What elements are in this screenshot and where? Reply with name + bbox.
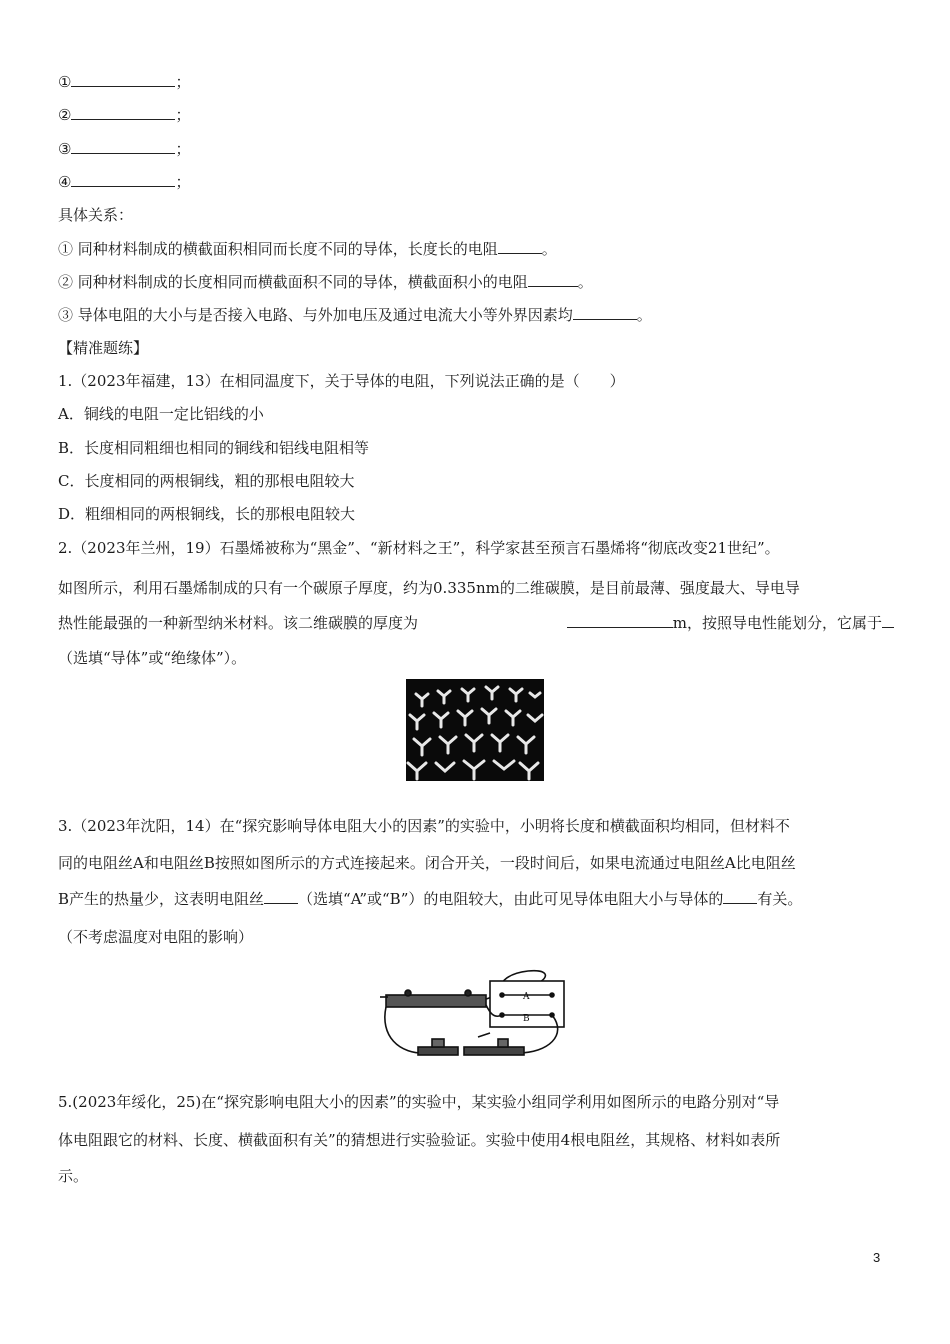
answer-blank[interactable] (498, 239, 542, 254)
graphene-image (406, 679, 544, 781)
q1-stem: 1.（2023年福建，13）在相同温度下，关于导体的电阻，下列说法正确的是（ ） (58, 372, 625, 390)
answer-blank[interactable] (723, 889, 757, 904)
blank-line-1: ① ； (58, 73, 191, 91)
answer-blank[interactable] (71, 105, 175, 120)
answer-blank[interactable] (264, 889, 298, 904)
q5-line-2: 体电阻跟它的材料、长度、横截面积有关”的猜想进行实验验证。实验中使用4根电阻丝，其规格、材料如表所 (58, 1131, 781, 1149)
relations-heading: 具体关系： (58, 206, 134, 224)
relation-1: ① 同种材料制成的横截面积相同而长度不同的导体，长度长的电阻 。 (58, 240, 557, 258)
q3-line-3: B产生的热量少，这表明电阻丝 （选填“A”或“B”）的电阻较大，由此可见导体电阻大小与导体的 有关。 (58, 890, 803, 908)
resistor-b-label: B (523, 1014, 530, 1024)
q3-line-1: 3.（2023年沈阳，14）在“探究影响导体电阻大小的因素”的实验中，小明将长度和横截面积均相同，但材料不 (58, 817, 790, 835)
q1-option-a[interactable]: A．铜线的电阻一定比铝线的小 (58, 405, 264, 423)
blank-line-4: ④ ； (58, 173, 191, 191)
relation-2: ② 同种材料制成的长度相同而横截面积不同的导体，横截面积小的电阻 。 (58, 273, 593, 291)
circuit-diagram (378, 965, 578, 1065)
answer-blank[interactable] (71, 172, 175, 187)
q2-line-2: 如图所示，利用石墨烯制成的只有一个碳原子厚度，约为0.335nm的二维碳膜，是目前最薄、强度最大、导电导 (58, 579, 800, 597)
q1-option-c[interactable]: C．长度相同的两根铜线，粗的那根电阻较大 (58, 472, 355, 490)
page-number: 3 (873, 1250, 881, 1265)
answer-blank[interactable] (882, 613, 894, 628)
blank-line-3: ③ ； (58, 140, 191, 158)
relation-3: ③ 导体电阻的大小与是否接入电路、与外加电压及通过电流大小等外界因素均 。 (58, 306, 652, 324)
q1-option-d[interactable]: D．粗细相同的两根铜线，长的那根电阻较大 (58, 505, 356, 523)
answer-blank[interactable] (528, 272, 578, 287)
q5-line-3: 示。 (58, 1167, 89, 1185)
q5-line-1: 5.(2023年绥化，25)在“探究影响电阻大小的因素”的实验中，某实验小组同学利用如图所示的电路分别对“导 (58, 1093, 780, 1111)
resistor-a-label: A (523, 992, 530, 1002)
q2-line-1: 2.（2023年兰州，19）石墨烯被称为“黑金”、“新材料之王”，科学家甚至预言石墨烯将“彻底改变21世纪”。 (58, 539, 780, 557)
blank-line-2: ② ； (58, 106, 191, 124)
q2-line-4: （选填“导体”或“绝缘体”）。 (58, 649, 247, 667)
answer-blank[interactable] (71, 139, 175, 154)
q1-option-b[interactable]: B．长度相同粗细也相同的铜线和铝线电阻相等 (58, 439, 370, 457)
q3-line-2: 同的电阻丝A和电阻丝B按照如图所示的方式连接起来。闭合开关，一段时间后，如果电流通过电阻丝A比电阻丝 (58, 854, 796, 872)
answer-blank[interactable] (71, 72, 175, 87)
practice-heading: 【精准题练】 (58, 339, 149, 357)
answer-blank[interactable] (567, 613, 673, 628)
answer-blank[interactable] (573, 305, 637, 320)
q2-line-3: 热性能最强的一种新型纳米材料。该二维碳膜的厚度为 m，按照导电性能划分，它属于 (58, 613, 894, 633)
q3-line-4: （不考虑温度对电阻的影响） (58, 928, 254, 946)
